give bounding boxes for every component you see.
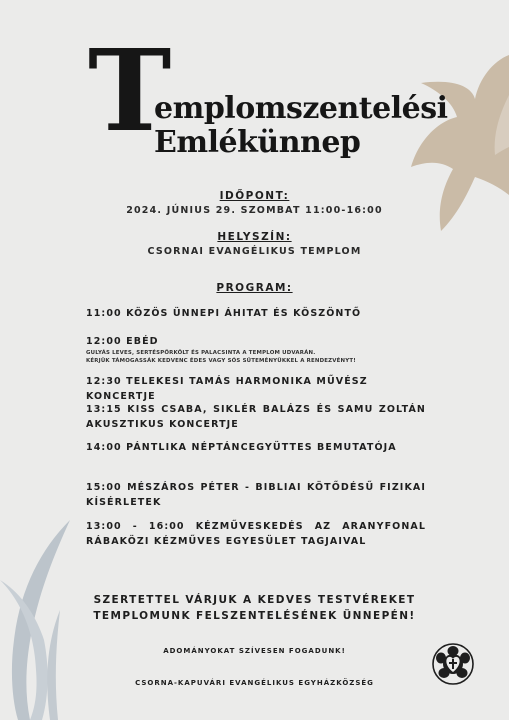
closing-message (0, 592, 509, 624)
program-item-text: 12:00 EBÉD (86, 336, 159, 347)
program-item-text: 15:00 MÉSZÁROS PÉTER - BIBLIAI KÖTŐDÉSŰ FIZIKAI KÍSÉRLETEK (86, 482, 426, 508)
program-item (86, 480, 426, 510)
program-item (86, 440, 426, 455)
program-item-text: 14:00 PÁNTLIKA NÉPTÁNCEGYÜTTES BEMUTATÓJA (86, 442, 397, 453)
program-item (86, 402, 426, 432)
title-initial: T (88, 26, 172, 157)
luther-rose-icon (432, 643, 474, 685)
donation-text: ADOMÁNYOKAT SZÍVESEN FOGADUNK! (163, 647, 346, 655)
place-label: HELYSZÍN: (217, 231, 292, 243)
title-line-2: Emlékünnep (154, 125, 361, 160)
date-section (0, 190, 509, 216)
organizer-text: CSORNA-KAPUVÁRI EVANGÉLIKUS EGYHÁZKÖZSÉG (135, 679, 374, 687)
program-item-text: 11:00 KÖZÖS ÜNNEPI ÁHITAT ÉS KÖSZÖNTŐ (86, 308, 362, 319)
date-value: 2024. JÚNIUS 29. SZOMBAT 11:00-16:00 (126, 205, 383, 216)
program-section (0, 282, 509, 294)
program-item (86, 374, 426, 404)
program-label: PROGRAM: (216, 282, 293, 294)
title-block (88, 26, 448, 160)
closing-line-1: SZERTETTEL VÁRJUK A KEDVES TESTVÉREKET (93, 594, 416, 606)
program-item-text: 13:00 - 16:00 KÉZMŰVESKEDÉS AZ ARANYFONAL RÁBAKÖZI KÉZMŰVES EGYESÜLET TAGJAIVAL (86, 521, 426, 547)
closing-line-2: TEMPLOMUNK FELSZENTELÉSÉNEK ÜNNEPÉN! (93, 610, 416, 622)
program-item-note: GULYÁS LEVES, SERTÉSPÖRKÖLT ÉS PALACSINTA A TEMPLOM UDVARÁN. (86, 350, 316, 356)
program-item (86, 519, 426, 549)
place-value: CSORNAI EVANGÉLIKUS TEMPLOM (147, 246, 362, 257)
program-item-text: 13:15 KISS CSABA, SIKLÉR BALÁZS ÉS SAMU ZOLTÁN AKUSZTIKUS KONCERTJE (86, 404, 426, 430)
date-label: IDŐPONT: (219, 190, 290, 202)
program-item (86, 306, 426, 321)
place-section (0, 231, 509, 257)
title-line-1: emplomszentelési (154, 91, 448, 126)
program-item (86, 334, 426, 365)
program-item-text: 12:30 TELEKESI TAMÁS HARMONIKA MŰVÉSZ KONCERTJE (86, 376, 368, 402)
program-item-note: KÉRJÜK TÁMOGASSÁK KEDVENC ÉDES VAGY SÓS SÜTEMÉNYÜKKEL A RENDEZVÉNYT! (86, 358, 356, 364)
